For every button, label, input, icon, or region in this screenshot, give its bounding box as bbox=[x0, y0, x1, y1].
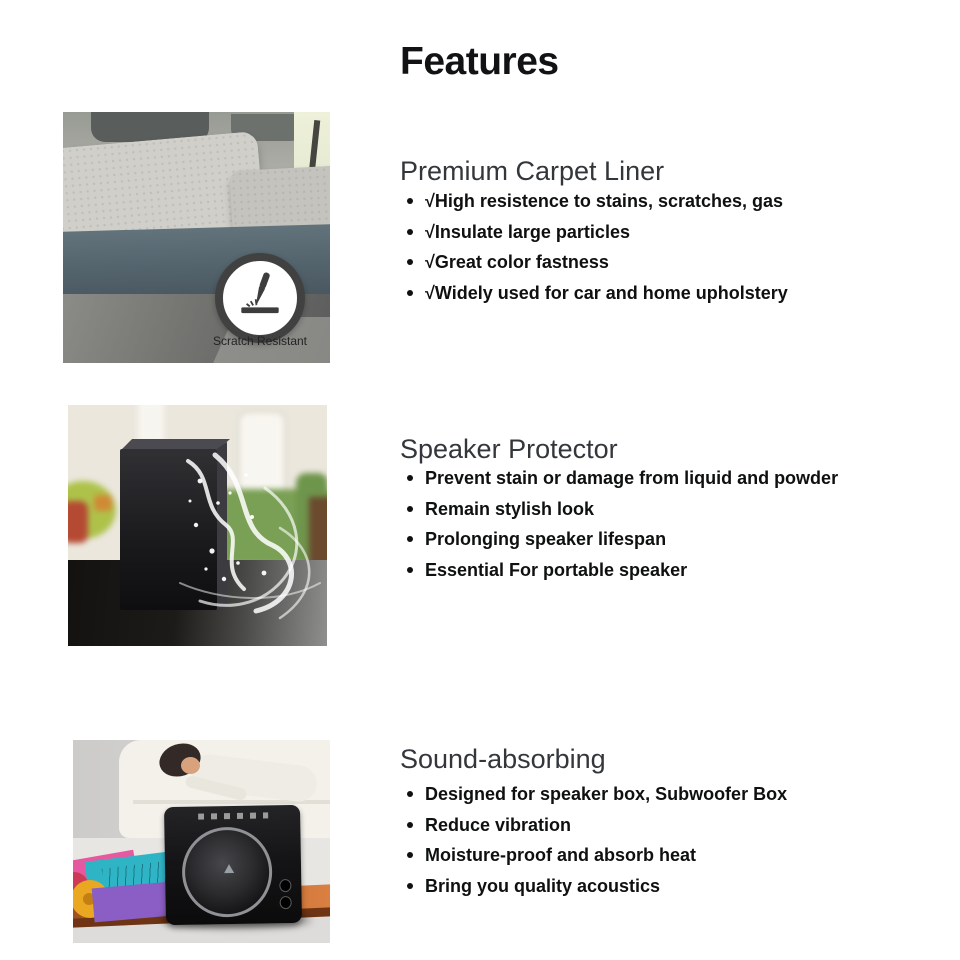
bullet-text: Prolonging speaker lifespan bbox=[425, 529, 667, 549]
bullet-dot bbox=[407, 883, 413, 889]
bullet-dot bbox=[407, 290, 413, 296]
woman-face-shape bbox=[181, 757, 200, 774]
bullet-dot bbox=[407, 536, 413, 542]
page-title: Features bbox=[400, 40, 559, 84]
feature-bullet bbox=[400, 524, 852, 555]
scratch-resistant-label: Scratch Resistant bbox=[212, 334, 308, 348]
subwoofer-logo-marks bbox=[198, 812, 268, 819]
feature-photo-speaker-protector bbox=[68, 405, 327, 646]
feature-bullet bbox=[400, 779, 852, 810]
feature-photo-sound-absorbing bbox=[73, 740, 330, 943]
bullet-text: Prevent stain or damage from liquid and powder bbox=[425, 468, 839, 488]
feature-bullet bbox=[400, 840, 852, 871]
bullet-dot bbox=[407, 567, 413, 573]
feature-bullet bbox=[400, 217, 852, 248]
orange-cushion-shape bbox=[94, 495, 112, 511]
bullet-dot bbox=[407, 475, 413, 481]
feature-heading-sound-absorbing: Sound-absorbing bbox=[400, 744, 606, 775]
feature-photo-carpet-liner bbox=[63, 112, 330, 363]
subwoofer-speaker-cone bbox=[181, 826, 273, 918]
bullet-text: √Insulate large particles bbox=[425, 221, 630, 242]
bullet-text: Reduce vibration bbox=[425, 814, 572, 835]
bullet-text: √Great color fastness bbox=[425, 252, 609, 272]
bullet-text: Moisture-proof and absorb heat bbox=[425, 845, 697, 865]
water-splash-icon bbox=[160, 433, 327, 643]
red-cushion-shape bbox=[68, 501, 88, 543]
feature-bullet bbox=[400, 871, 852, 902]
feature-bullets-sound-absorbing bbox=[400, 779, 852, 901]
feature-heading-carpet-liner: Premium Carpet Liner bbox=[400, 156, 665, 187]
bullet-dot bbox=[407, 822, 413, 828]
bullet-dot bbox=[407, 259, 413, 265]
bullet-text: Bring you quality acoustics bbox=[425, 875, 661, 896]
feature-bullet bbox=[400, 247, 852, 278]
feature-bullets-speaker-protector bbox=[400, 463, 852, 585]
bullet-dot bbox=[407, 852, 413, 858]
feature-bullet bbox=[400, 278, 852, 309]
feature-bullet bbox=[400, 810, 852, 841]
terminal-hole bbox=[279, 879, 291, 892]
bullet-dot bbox=[407, 198, 413, 204]
bullet-text: Remain stylish look bbox=[425, 498, 595, 519]
scratch-resistant-badge bbox=[215, 253, 305, 343]
bullet-text: Designed for speaker box, Subwoofer Box bbox=[425, 784, 788, 804]
scratch-resistant-icon bbox=[234, 270, 286, 327]
bullet-text: √Widely used for car and home upholstery bbox=[425, 282, 788, 303]
bullet-text: Essential For portable speaker bbox=[425, 559, 688, 580]
feature-bullet bbox=[400, 555, 852, 586]
bullet-dot bbox=[407, 229, 413, 235]
bullet-dot bbox=[407, 506, 413, 512]
feature-bullet bbox=[400, 186, 852, 217]
terminal-hole bbox=[280, 896, 292, 909]
feature-heading-speaker-protector: Speaker Protector bbox=[400, 434, 618, 465]
subwoofer-terminals bbox=[279, 879, 293, 909]
subwoofer-box-shape bbox=[164, 805, 302, 925]
feature-bullets-carpet-liner bbox=[400, 186, 852, 308]
bullet-dot bbox=[407, 791, 413, 797]
cone-logo-icon bbox=[224, 864, 234, 873]
feature-bullet bbox=[400, 463, 852, 494]
bullet-text: √High resistence to stains, scratches, gas bbox=[425, 191, 784, 211]
feature-bullet bbox=[400, 494, 852, 525]
